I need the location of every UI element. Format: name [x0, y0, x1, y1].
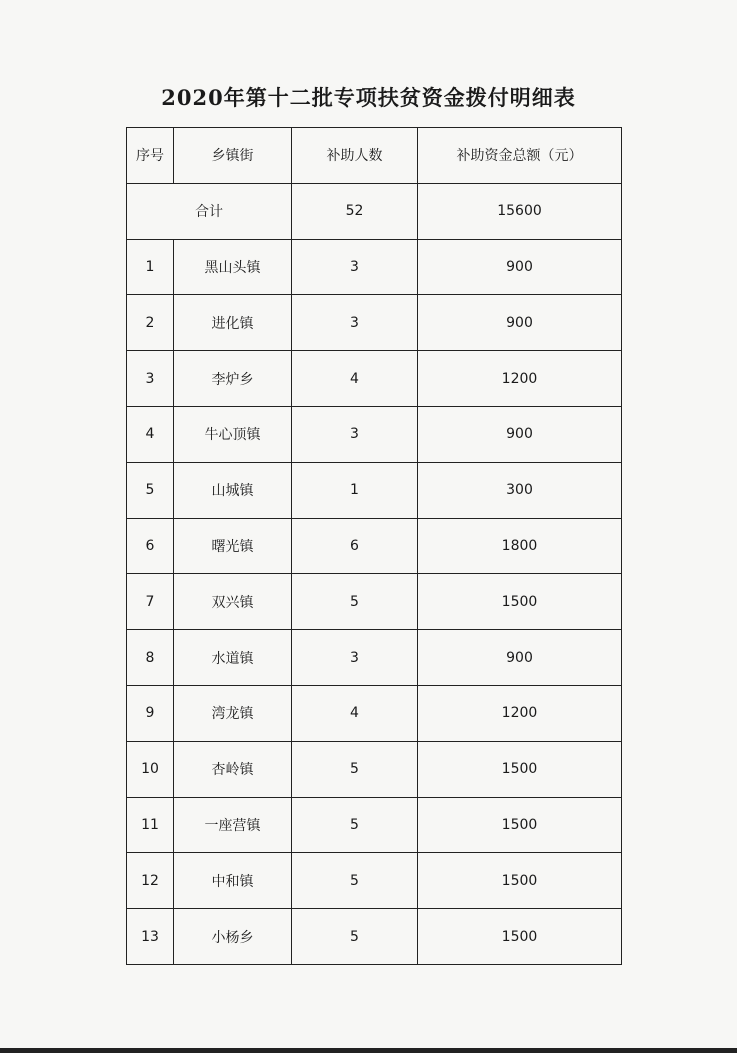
cell-people: 3	[292, 630, 418, 686]
cell-no: 4	[127, 406, 174, 462]
table-row	[127, 909, 622, 965]
cell-amount: 900	[418, 295, 622, 351]
table-row	[127, 518, 622, 574]
cell-amount: 1500	[418, 853, 622, 909]
cell-town: 小杨乡	[174, 909, 292, 965]
table-row	[127, 239, 622, 295]
cell-amount: 1500	[418, 797, 622, 853]
cell-town: 进化镇	[174, 295, 292, 351]
cell-no: 8	[127, 630, 174, 686]
header-people: 补助人数	[292, 128, 418, 184]
cell-no: 5	[127, 462, 174, 518]
table-row	[127, 630, 622, 686]
table-row	[127, 685, 622, 741]
table-row	[127, 351, 622, 407]
header-no: 序号	[127, 128, 174, 184]
cell-people: 1	[292, 462, 418, 518]
page-title: 2020年第十二批专项扶贫资金拨付明细表	[161, 85, 576, 110]
cell-town: 黑山头镇	[174, 239, 292, 295]
cell-amount: 1500	[418, 909, 622, 965]
cell-no: 3	[127, 351, 174, 407]
cell-town: 李炉乡	[174, 351, 292, 407]
cell-people: 3	[292, 406, 418, 462]
cell-town: 中和镇	[174, 853, 292, 909]
cell-people: 5	[292, 574, 418, 630]
table-row	[127, 853, 622, 909]
cell-town: 双兴镇	[174, 574, 292, 630]
cell-no: 11	[127, 797, 174, 853]
table-row	[127, 797, 622, 853]
cell-town: 牛心顶镇	[174, 406, 292, 462]
header-amount: 补助资金总额（元）	[418, 128, 622, 184]
cell-no: 12	[127, 853, 174, 909]
cell-amount: 300	[418, 462, 622, 518]
table-row	[127, 741, 622, 797]
total-amount: 15600	[418, 183, 622, 239]
cell-amount: 1800	[418, 518, 622, 574]
total-row	[127, 183, 622, 239]
cell-amount: 900	[418, 630, 622, 686]
cell-town: 杏岭镇	[174, 741, 292, 797]
cell-amount: 900	[418, 239, 622, 295]
cell-no: 7	[127, 574, 174, 630]
cell-people: 5	[292, 741, 418, 797]
cell-no: 13	[127, 909, 174, 965]
cell-no: 1	[127, 239, 174, 295]
table-row	[127, 295, 622, 351]
cell-people: 3	[292, 239, 418, 295]
allocation-table	[126, 127, 622, 965]
cell-amount: 1500	[418, 574, 622, 630]
cell-town: 山城镇	[174, 462, 292, 518]
total-people: 52	[292, 183, 418, 239]
cell-people: 4	[292, 351, 418, 407]
cell-no: 2	[127, 295, 174, 351]
cell-people: 5	[292, 797, 418, 853]
table-row	[127, 406, 622, 462]
cell-people: 5	[292, 909, 418, 965]
table-row	[127, 574, 622, 630]
cell-no: 6	[127, 518, 174, 574]
cell-town: 曙光镇	[174, 518, 292, 574]
cell-amount: 1500	[418, 741, 622, 797]
cell-town: 湾龙镇	[174, 685, 292, 741]
cell-amount: 900	[418, 406, 622, 462]
cell-no: 9	[127, 685, 174, 741]
cell-no: 10	[127, 741, 174, 797]
cell-people: 5	[292, 853, 418, 909]
cell-people: 3	[292, 295, 418, 351]
table-row	[127, 462, 622, 518]
cell-town: 一座营镇	[174, 797, 292, 853]
cell-people: 4	[292, 685, 418, 741]
total-label: 合计	[127, 183, 292, 239]
cell-town: 水道镇	[174, 630, 292, 686]
table-header-row	[127, 128, 622, 184]
scan-bottom-edge	[0, 1048, 737, 1053]
cell-people: 6	[292, 518, 418, 574]
header-town: 乡镇街	[174, 128, 292, 184]
cell-amount: 1200	[418, 351, 622, 407]
cell-amount: 1200	[418, 685, 622, 741]
